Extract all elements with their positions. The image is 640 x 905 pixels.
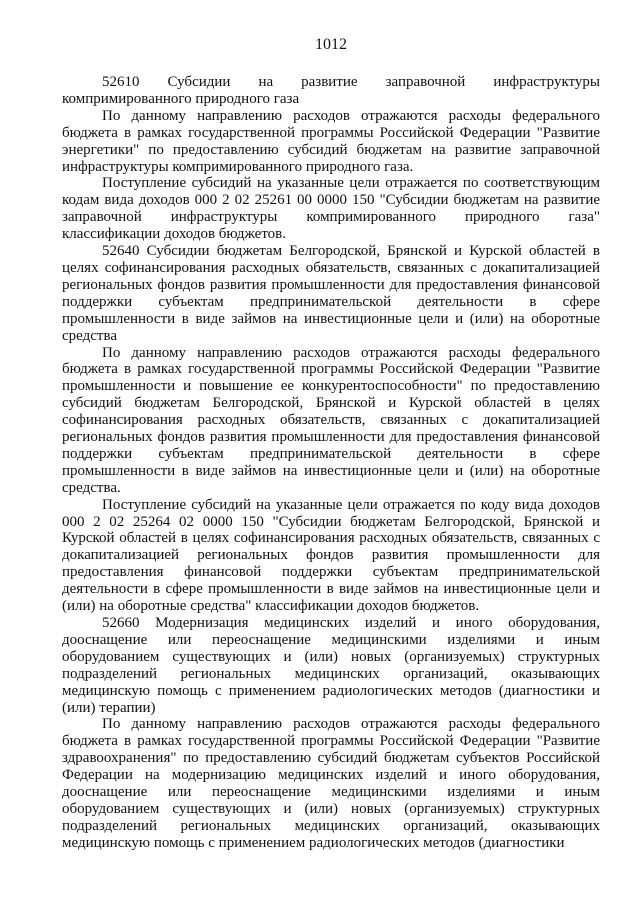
paragraph-52610-description: По данному направлению расходов отражаются расходы федерального бюджета в рамках государственной программы Российской Федерации "Развитие энергетики" по предоставлению субсидий бюджетам на развитие заправочной инфраструктуры компримированного природного газа. [62, 107, 600, 175]
paragraph-52660-description: По данному направлению расходов отражаются расходы федерального бюджета в рамках государственной программы Российской Федерации "Развитие здравоохранения" по предоставлению субсидий бюджетам субъектов Российской Федерации на модернизацию медицинских изделий и иного оборудования, дооснащение или переоснащение медицинскими изделиями и иным оборудованием существующих и (или) новых (организуемых) структурных подразделений региональных медицинских организаций, оказывающих медицинскую помощь с применением радиологических методов (диагностики [62, 716, 600, 851]
paragraph-52640-revenue: Поступление субсидий на указанные цели отражается по коду вида доходов 000 2 02 25264 02 0000 150 "Субсидии бюджетам Белгородской, Брянской и Курской областей в целях софинансирования расходных обязательств, связанных с докапитализацией региональных фондов развития промышленности для предоставления финансовой поддержки субъектам предпринимательской деятельности в сфере промышленности в виде займов на инвестиционные цели и (или) на оборотные средства" классификации доходов бюджетов. [62, 496, 600, 615]
paragraph-52640-description: По данному направлению расходов отражаются расходы федерального бюджета в рамках государственной программы Российской Федерации "Развитие промышленности и повышение ее конкурентоспособности" по предоставлению субсидий бюджетам Белгородской, Брянской и Курской областей в целях софинансирования расходных обязательств, связанных с докапитализацией региональных фондов развития промышленности для предоставления финансовой поддержки субъектам предпринимательской деятельности в сфере промышленности в виде займов на инвестиционные цели и (или) на оборотные средства. [62, 344, 600, 496]
section-heading-52610: 52610 Субсидии на развитие заправочной инфраструктуры компримированного природного газа [62, 74, 600, 107]
paragraph-52610-revenue: Поступление субсидий на указанные цели отражается по соответствующим кодам вида доходов 000 2 02 25261 00 0000 150 "Субсидии бюджетам на развитие заправочной инфраструктуры компримированного природного газа" классификации доходов бюджетов. [62, 175, 600, 243]
section-heading-52660: 52660 Модернизация медицинских изделий и иного оборудования, дооснащение или переоснащение медицинскими изделиями и иным оборудованием существующих и (или) новых (организуемых) структурных подразделений региональных медицинских организаций, оказывающих медицинскую помощь с применением радиологических методов (диагностики и (или) терапии) [62, 615, 600, 716]
section-heading-52640: 52640 Субсидии бюджетам Белгородской, Брянской и Курской областей в целях софинансирования расходных обязательств, связанных с докапитализацией региональных фондов развития промышленности для предоставления финансовой поддержки субъектам предпринимательской деятельности в сфере промышленности в виде займов на инвестиционные цели и (или) на оборотные средства [62, 243, 600, 344]
document-page [62, 36, 600, 896]
page-number: 1012 [315, 36, 347, 53]
